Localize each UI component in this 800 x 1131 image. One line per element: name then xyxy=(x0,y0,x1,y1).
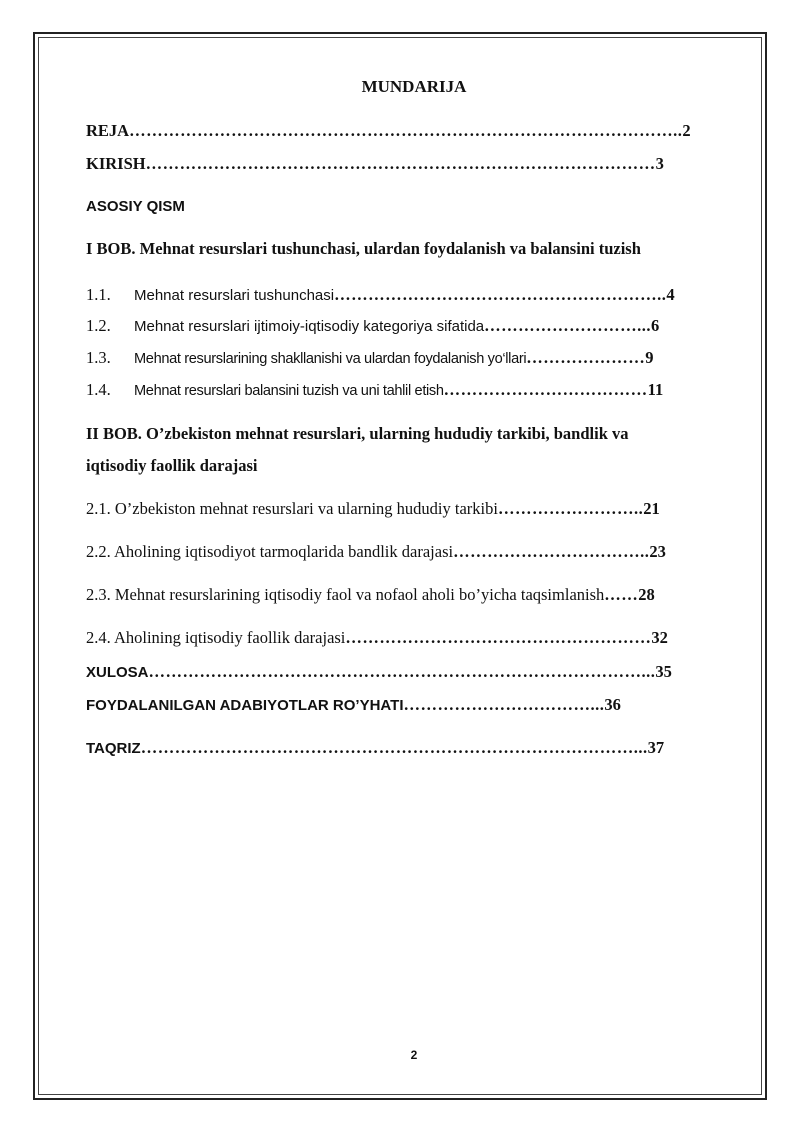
toc-entry-1-1 xyxy=(86,284,740,306)
entry-text: XULOSA xyxy=(86,664,149,681)
toc-entry-2-3 xyxy=(86,584,740,606)
page-ref: 11 xyxy=(647,380,664,399)
chapter-heading-2-line1: II BOB. O’zbekiston mehnat resurslari, ularning hududiy tarkibi, bandlik va xyxy=(86,424,629,443)
toc-entry-1-4 xyxy=(86,379,740,401)
toc-title: MUNDARIJA xyxy=(361,77,467,96)
toc-entry-taqriz xyxy=(86,737,740,759)
toc-entry-2-1 xyxy=(86,498,740,520)
entry-text: Mehnat resurslari balansini tuzish va uni tahlil etish xyxy=(134,383,444,399)
leader-dots: ……………………………………………………………………………... xyxy=(140,738,648,757)
entry-text: TAQRIZ xyxy=(86,740,141,757)
page-ref: 35 xyxy=(655,662,672,681)
page-ref: 3 xyxy=(655,154,664,173)
page-ref: 2 xyxy=(682,121,691,140)
leader-dots: ………………… xyxy=(526,348,646,367)
leader-dots: …………………………………………………………………………………….. xyxy=(129,121,683,140)
entry-text: Mehnat resurslarining shakllanishi va ulardan foydalanish yo‘llari xyxy=(134,351,527,367)
leader-dots: ………………………... xyxy=(484,316,652,335)
page-ref: 21 xyxy=(643,499,660,518)
entry-text: 2.4. Aholining iqtisodiy faollik darajasi xyxy=(86,628,346,647)
toc-entry-2-2 xyxy=(86,541,740,563)
entry-text: Mehnat resurslari tushunchasi xyxy=(134,287,335,304)
page-ref: 6 xyxy=(651,316,660,335)
chapter-heading-1: I BOB. Mehnat resurslari tushunchasi, ulardan foydalanish va balansini tuzish xyxy=(86,239,641,258)
entry-number: 1.4. xyxy=(86,380,111,399)
toc-entry-2-4 xyxy=(86,627,740,649)
toc-entry-kirish xyxy=(86,153,740,175)
leader-dots: …………………….. xyxy=(497,499,644,518)
entry-text: REJA xyxy=(86,121,130,140)
leader-dots: ……………………………... xyxy=(403,695,605,714)
leader-dots: ……………………………………………………………………………… xyxy=(145,154,656,173)
entry-number: 1.1. xyxy=(86,285,111,304)
page-ref: 28 xyxy=(638,585,655,604)
leader-dots: …………………………….. xyxy=(453,542,650,561)
leader-dots: ………………………………………………….. xyxy=(334,285,667,304)
toc-entry-foydalanilgan xyxy=(86,694,740,716)
toc-entry-1-3 xyxy=(86,347,740,369)
page-ref: 32 xyxy=(651,628,668,647)
entry-text: 2.3. Mehnat resurslarining iqtisodiy faol va nofaol aholi bo’yicha taqsimlanish xyxy=(86,585,605,604)
page-ref: 23 xyxy=(649,542,666,561)
page-number: 2 xyxy=(410,1048,418,1062)
entry-text: KIRISH xyxy=(86,154,146,173)
leader-dots: ……………………………………………………………………………... xyxy=(148,662,656,681)
toc-entry-xulosa xyxy=(86,661,740,683)
section-heading-asosiy: ASOSIY QISM xyxy=(86,198,185,215)
page-ref: 37 xyxy=(647,738,665,757)
toc-entry-reja xyxy=(86,120,740,142)
page-ref: 9 xyxy=(645,348,654,367)
entry-text: Mehnat resurslari ijtimoiy-iqtisodiy kategoriya sifatida xyxy=(134,318,485,335)
leader-dots: ……………………………………………… xyxy=(345,628,652,647)
entry-text: 2.2. Aholining iqtisodiyot tarmoqlarida bandlik darajasi xyxy=(86,542,454,561)
toc-entry-1-2 xyxy=(86,315,740,337)
entry-text: 2.1. O’zbekiston mehnat resurslari va ularning hududiy tarkibi xyxy=(86,499,498,518)
page-ref: 4 xyxy=(666,285,675,304)
entry-number: 1.3. xyxy=(86,348,111,367)
entry-text: FOYDALANILGAN ADABIYOTLAR RO’YHATI xyxy=(86,697,404,714)
chapter-heading-2-line2: iqtisodiy faollik darajasi xyxy=(86,456,258,475)
page-ref: 36 xyxy=(604,695,621,714)
leader-dots: …… xyxy=(604,585,639,604)
entry-number: 1.2. xyxy=(86,316,111,335)
leader-dots: ……………………………… xyxy=(443,380,648,399)
